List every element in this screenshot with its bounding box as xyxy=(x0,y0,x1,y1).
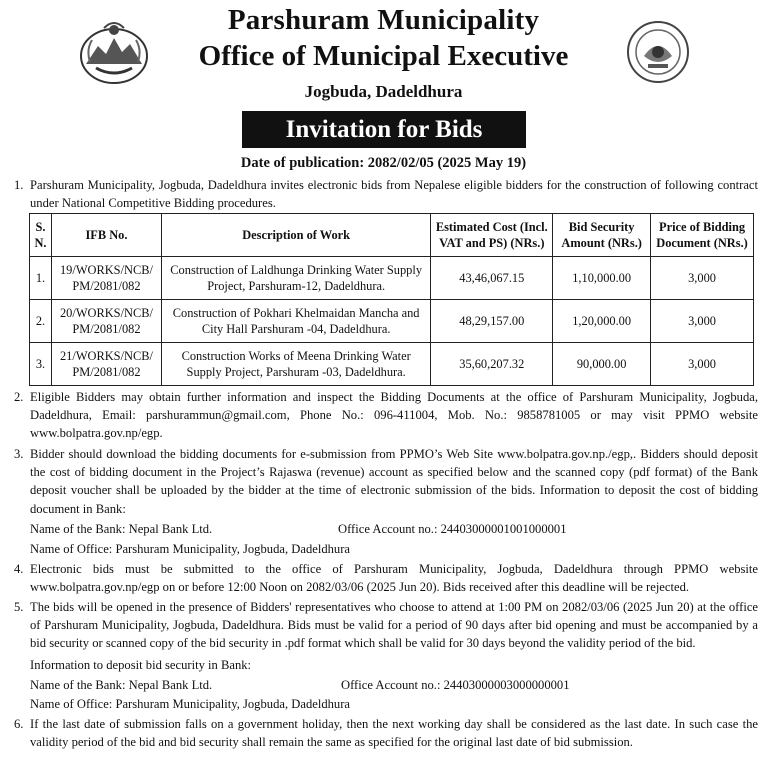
item-number: 2. xyxy=(14,390,24,404)
location: Jogbuda, Dadeldhura xyxy=(304,82,463,101)
item-text: The bids will be opened in the presence of Bidders' representatives who choose to attend at 1:00 PM on 2082/03/06 (2025 Jun 20) at the office of Parshuram Municipality, Jogbuda, Dadeldhura. Bids must be valid for a period of 90 days after bid opening and must be accompanied by a bid security or scanned copy of the bid security in .pdf format which shall be valid for 30 days beyond the validity period of the bid. xyxy=(30,600,758,651)
cell-sn: 1. xyxy=(30,257,52,300)
table-row xyxy=(30,257,754,300)
table-row xyxy=(30,343,754,386)
cell-sn: 2. xyxy=(30,300,52,343)
bank-account: Office Account no.: 24403000001001000001 xyxy=(338,522,567,536)
cell-security: 1,10,000.00 xyxy=(553,257,651,300)
item-text: If the last date of submission falls on a government holiday, then the next working day shall be considered as the last date. In such case the validity period of the bid and bid security shall remain the same as specified for the original last date of bid submission. xyxy=(30,717,758,750)
cell-sn: 3. xyxy=(30,343,52,386)
cell-price: 3,000 xyxy=(651,343,754,386)
cell-description: Construction Works of Meena Drinking Water Supply Project, Parshuram -03, Dadeldhura. xyxy=(161,343,430,386)
bank-office: Name of Office: Parshuram Municipality, Jogbuda, Dadeldhura xyxy=(30,697,351,711)
item-number: 3. xyxy=(14,447,24,461)
list-item xyxy=(14,715,758,751)
list-item xyxy=(14,176,758,212)
cell-description: Construction of Pokhari Khelmaidan Mancha and City Hall Parshuram -04, Dadeldhura. xyxy=(161,300,430,343)
list-item xyxy=(14,560,758,596)
cell-price: 3,000 xyxy=(651,300,754,343)
header-bid-security: Bid Security Amount (NRs.) xyxy=(553,214,651,257)
cell-ifb: 20/WORKS/NCB/ PM/2081/082 xyxy=(51,300,161,343)
bids-table xyxy=(29,213,754,386)
header-estimated-cost: Estimated Cost (Incl. VAT and PS) (NRs.) xyxy=(431,214,553,257)
office-name: Office of Municipal Executive xyxy=(198,40,569,72)
item-text: Eligible Bidders may obtain further information and inspect the Bidding Documents at the office of Parshuram Municipality, Jogbuda, Dadeldhura, Email: parshurammun@gmail.com, Phone No.: 096-411004, Mob. No.: 9858781005 or may visit PPMO website www.bolpatra.gov.np/egp. xyxy=(30,390,758,441)
list-item xyxy=(14,388,758,443)
header-sn: S. N. xyxy=(30,214,52,257)
cell-ifb: 21/WORKS/NCB/ PM/2081/082 xyxy=(51,343,161,386)
list-item xyxy=(14,445,758,518)
notice-header xyxy=(0,0,767,110)
cell-security: 1,20,000.00 xyxy=(553,300,651,343)
item-number: 5. xyxy=(14,600,24,614)
municipality-seal-icon xyxy=(626,20,690,84)
invitation-banner: Invitation for Bids xyxy=(242,111,526,148)
cell-description: Construction of Laldhunga Drinking Water Supply Project, Parshuram-12, Dadeldhura. xyxy=(161,257,430,300)
item-text: Bidder should download the bidding documents for e-submission from PPMO’s Web Site www.bolpatra.gov.np./egp,. Bidders should deposit the cost of bidding document in the Project’s Rajaswa (revenue) account as specified below and the scanned copy (pdf format) of the Bank deposit voucher shall be uploaded by the bidder at the time of electronic submission of the bids. Information to deposit the cost of bidding document in Bank: xyxy=(30,447,758,516)
bank-name: Name of the Bank: Nepal Bank Ltd. xyxy=(30,522,213,536)
header-description: Description of Work xyxy=(161,214,430,257)
item-text: Parshuram Municipality, Jogbuda, Dadeldhura invites electronic bids from Nepalese eligible bidders for the construction of following contract under National Competitive Bidding procedures. xyxy=(30,178,758,211)
cell-cost: 43,46,067.15 xyxy=(431,257,553,300)
cell-price: 3,000 xyxy=(651,257,754,300)
bank-office: Name of Office: Parshuram Municipality, Jogbuda, Dadeldhura xyxy=(30,542,351,556)
header-ifb: IFB No. xyxy=(51,214,161,257)
bank-name: Name of the Bank: Nepal Bank Ltd. xyxy=(30,678,213,692)
bank-account: Office Account no.: 24403000003000000001 xyxy=(341,678,570,692)
cell-security: 90,000.00 xyxy=(553,343,651,386)
header-document-price: Price of Bidding Document (NRs.) xyxy=(651,214,754,257)
cell-ifb: 19/WORKS/NCB/ PM/2081/082 xyxy=(51,257,161,300)
table-row xyxy=(30,300,754,343)
security-intro: Information to deposit bid security in Bank: xyxy=(30,658,252,672)
item-number: 4. xyxy=(14,562,24,576)
item-text: Electronic bids must be submitted to the office of Parshuram Municipality, Jogbuda, Dadeldhura through PPMO website www.bolpatra.gov.np/egp on or before 12:00 Noon on 2082/03/06 (2025 Jun 20). Bids received after this deadline will be rejected. xyxy=(30,562,758,595)
list-item xyxy=(14,598,758,653)
municipality-name: Parshuram Municipality xyxy=(227,4,540,36)
cell-cost: 35,60,207.32 xyxy=(431,343,553,386)
cell-cost: 48,29,157.00 xyxy=(431,300,553,343)
table-header-row xyxy=(30,214,754,257)
item-number: 1. xyxy=(14,178,24,192)
publication-date: Date of publication: 2082/02/05 (2025 May 19) xyxy=(240,155,527,171)
item-number: 6. xyxy=(14,717,24,731)
